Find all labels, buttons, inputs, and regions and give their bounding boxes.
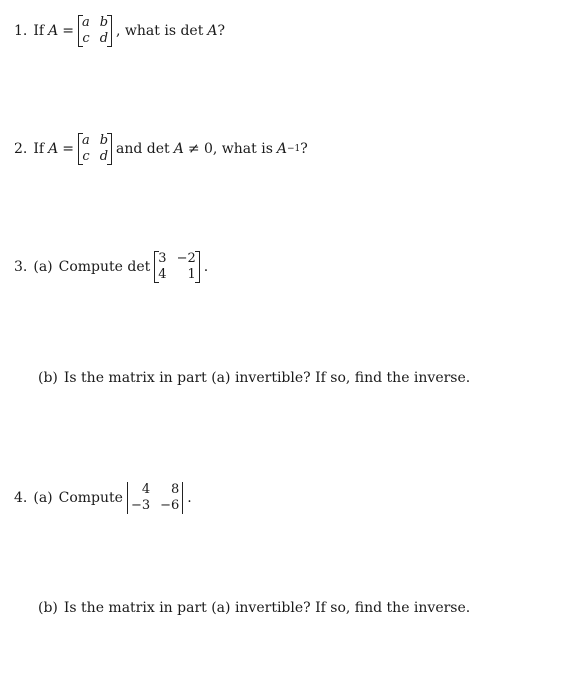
- matrix-entry: 8: [171, 482, 180, 497]
- matrix-bracket: [78, 133, 112, 165]
- matrix-entry: a: [81, 133, 90, 148]
- matrix-entry: 3: [158, 251, 167, 266]
- question-text: , what is det: [116, 23, 204, 39]
- matrix-entry: a: [81, 15, 90, 30]
- question-text: Compute det: [58, 259, 151, 275]
- question-number: 2.: [14, 141, 28, 157]
- question-text: Is the matrix in part (a) invertible? If so, find the inverse.: [63, 370, 471, 386]
- matrix-bracket: [78, 15, 112, 47]
- matrix-entry: 4: [158, 267, 167, 282]
- question-3b: [38, 370, 470, 386]
- question-4b: [38, 600, 470, 616]
- matrix-entry: d: [99, 31, 109, 46]
- matrix-variable: A: [48, 141, 59, 157]
- matrix-variable: A: [207, 23, 218, 39]
- matrix-bracket: [154, 251, 199, 283]
- question-number: 1.: [14, 23, 28, 39]
- matrix-entry: −3: [130, 498, 151, 513]
- matrix-entry: 4: [141, 482, 151, 497]
- part-label: (b): [38, 600, 58, 616]
- question-number: 3.: [14, 259, 28, 275]
- question-text: Compute: [58, 490, 123, 506]
- question-text: ≠ 0, what is: [187, 141, 273, 157]
- period: .: [187, 490, 192, 506]
- part-label: (a): [33, 259, 53, 275]
- question-2: 2. If A = a b c d and det A ≠ 0, what is A −1 ?: [14, 133, 308, 164]
- matrix-variable: A: [276, 141, 288, 157]
- question-text: Is the matrix in part (a) invertible? If so, find the inverse.: [63, 600, 471, 616]
- matrix-entry: 1: [187, 267, 196, 282]
- determinant-bars: [127, 482, 183, 514]
- matrix-entry: −2: [176, 251, 196, 266]
- part-label: (b): [38, 370, 58, 386]
- period: .: [203, 259, 209, 275]
- question-text: and det: [116, 141, 170, 157]
- question-text: If: [33, 141, 45, 157]
- question-3a: [14, 251, 208, 283]
- question-number: 4.: [14, 490, 28, 506]
- matrix-variable: A: [48, 23, 59, 39]
- matrix-variable: A: [173, 141, 184, 157]
- matrix-entry: c: [82, 149, 90, 164]
- question-mark: ?: [300, 141, 308, 157]
- equals-sign: =: [62, 23, 74, 39]
- matrix-entry: −6: [160, 498, 180, 513]
- question-text: If: [33, 23, 45, 39]
- equals-sign: =: [62, 141, 74, 157]
- question-4a: [14, 482, 192, 514]
- matrix-entry: c: [82, 31, 90, 46]
- part-label: (a): [33, 490, 53, 506]
- matrix-entry: d: [99, 149, 109, 164]
- matrix-entry: b: [99, 133, 109, 148]
- question-1: [14, 15, 225, 47]
- matrix-entry: b: [99, 15, 109, 30]
- question-mark: ?: [217, 23, 225, 39]
